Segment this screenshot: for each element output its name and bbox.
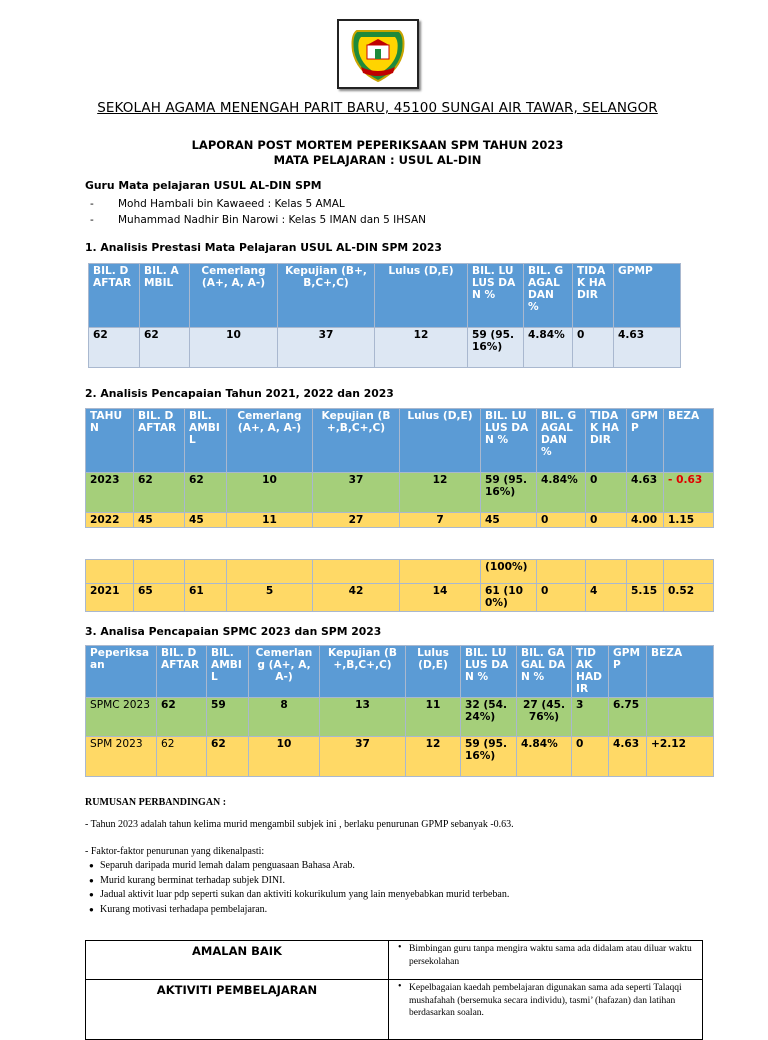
table-header-row (86, 646, 714, 698)
table-row (86, 473, 714, 513)
table-cell: 6.75 (609, 698, 647, 737)
amalan-table (85, 940, 703, 1040)
table-row (86, 513, 714, 528)
list-item: ● Kurang motivasi terhadapa pembelajaran. (87, 903, 687, 918)
factors-heading: - Faktor-faktor penurunan yang dikenalpasti: (85, 846, 265, 857)
table-cell: 32 (54.24%) (461, 698, 517, 737)
amalan-label: AMALAN BAIK (86, 941, 389, 980)
table-cell: 0 (537, 513, 586, 528)
header-cell: BIL. GAGAL DAN % (524, 264, 573, 328)
header-cell: BEZA (647, 646, 714, 698)
table-cell: 42 (313, 584, 400, 612)
table-cell: 2021 (86, 584, 134, 612)
header-cell: BIL. LULUS DAN % (481, 409, 537, 473)
table-cell: 11 (227, 513, 313, 528)
table-cell: 62 (185, 473, 227, 513)
rumusan-heading: RUMUSAN PERBANDINGAN : (85, 797, 227, 808)
table-cell: 45 (481, 513, 537, 528)
table-cell: 62 (157, 698, 207, 737)
table-cell: 10 (190, 328, 278, 368)
header-cell: BIL. LULUS DAN % (468, 264, 524, 328)
table-cell: 37 (313, 473, 400, 513)
table-cell: 61 (185, 584, 227, 612)
section3-title: 3. Analisa Pencapaian SPMC 2023 dan SPM 2023 (85, 625, 382, 638)
list-item: ● Jadual aktivit luar pdp seperti sukan dan aktiviti kokurikulum yang lain menyebabkan murid terbeban. (87, 888, 687, 903)
table-cell: 37 (320, 737, 406, 777)
table-cell: 65 (134, 584, 185, 612)
header-cell: TIDAK HADIR (572, 646, 609, 698)
header-cell: Lulus (D,E) (400, 409, 481, 473)
table-header-row (86, 409, 714, 473)
factors-list (87, 859, 687, 917)
table-cell: 62 (134, 473, 185, 513)
table-cell: 5 (227, 584, 313, 612)
header-cell: BIL. AMBIL (207, 646, 249, 698)
table-cell: 4.84% (537, 473, 586, 513)
amalan-text: • Kepelbagaian kaedah pembelajaran digunakan sama ada seperti Talaqqi mushafahah (bersemuka secara individu), tasmi’ (hafazan) dan latihan berdasarkan soalan. (389, 980, 703, 1040)
table-cell: 62 (140, 328, 190, 368)
header-cell: TIDAK HADIR (586, 409, 627, 473)
table-row (89, 328, 681, 368)
header-cell: BIL. GAGAL DAN % (537, 409, 586, 473)
table-cell: 7 (400, 513, 481, 528)
table-cell: 4.63 (609, 737, 647, 777)
header-cell: BIL. DAFTAR (134, 409, 185, 473)
table-cell: 8 (249, 698, 320, 737)
header-cell: Cemerlang (A+, A, A-) (249, 646, 320, 698)
table-cell: 62 (89, 328, 140, 368)
table-cell: 10 (249, 737, 320, 777)
teacher-name: Mohd Hambali bin Kawaeed : Kelas 5 AMAL (118, 198, 345, 210)
header-cell: Kepujian (B+,B,C+,C) (320, 646, 406, 698)
crest-icon (339, 21, 417, 87)
header-cell: Cemerlang (A+, A, A-) (227, 409, 313, 473)
header-cell: GPMP (614, 264, 681, 328)
section1-title: 1. Analisis Prestasi Mata Pelajaran USUL AL-DIN SPM 2023 (85, 241, 442, 254)
header-cell: BIL. AMBIL (140, 264, 190, 328)
table-cell: 37 (278, 328, 375, 368)
table-cell: 45 (185, 513, 227, 528)
school-logo (337, 19, 419, 89)
header-cell: BIL. DAFTAR (157, 646, 207, 698)
header-cell: Lulus (D,E) (375, 264, 468, 328)
table-cell: 12 (406, 737, 461, 777)
table-header-row (89, 264, 681, 328)
header-cell: TAHUN (86, 409, 134, 473)
table-cell: 2022 (86, 513, 134, 528)
table-cell: 1.15 (664, 513, 714, 528)
teachers-heading: Guru Mata pelajaran USUL AL-DIN SPM (85, 179, 322, 192)
table-cell: 4.00 (627, 513, 664, 528)
teacher-item: - Mohd Hambali bin Kawaeed : Kelas 5 AMAL (90, 198, 345, 210)
table-cell: 12 (375, 328, 468, 368)
table-cell: 0 (537, 584, 586, 612)
table-cell: 5.15 (627, 584, 664, 612)
table-cell: 4.63 (614, 328, 681, 368)
table-cell: 11 (406, 698, 461, 737)
table-cell: 0 (573, 328, 614, 368)
header-cell: BIL. LULUS DAN % (461, 646, 517, 698)
header-cell: BIL. GAGAL DAN % (517, 646, 572, 698)
table-cell: 0 (572, 737, 609, 777)
section3-table (85, 645, 714, 777)
report-title: LAPORAN POST MORTEM PEPERIKSAAN SPM TAHUN 2023 (191, 138, 564, 152)
header-cell: Peperiksaan (86, 646, 157, 698)
table-cell: (100%) (481, 560, 537, 584)
table-cell: SPMC 2023 (86, 698, 157, 737)
table-cell: 13 (320, 698, 406, 737)
table-cell: 0 (586, 473, 627, 513)
table-row (86, 698, 714, 737)
table-cell: 27 (313, 513, 400, 528)
list-item: ● Separuh daripada murid lemah dalam penguasaan Bahasa Arab. (87, 859, 687, 874)
table-cell: 12 (400, 473, 481, 513)
table-cell: 62 (157, 737, 207, 777)
header-cell: Kepujian (B+,B,C+,C) (278, 264, 375, 328)
section2-table-continued (85, 559, 714, 612)
table-cell (647, 698, 714, 737)
amalan-label: AKTIVITI PEMBELAJARAN (86, 980, 389, 1040)
table-cell: 4 (586, 584, 627, 612)
section2-title: 2. Analisis Pencapaian Tahun 2021, 2022 dan 2023 (85, 387, 394, 400)
table-cell: 45 (134, 513, 185, 528)
table-cell: 0.52 (664, 584, 714, 612)
header-cell: Lulus (D,E) (406, 646, 461, 698)
table-cell: 10 (227, 473, 313, 513)
table-cell: 59 (207, 698, 249, 737)
list-item: ● Murid kurang berminat terhadap subjek DINI. (87, 874, 687, 889)
subject-title: MATA PELAJARAN : USUL AL-DIN (273, 153, 482, 167)
header-cell: Kepujian (B+,B,C+,C) (313, 409, 400, 473)
table-cell: 62 (207, 737, 249, 777)
table-cell: 14 (400, 584, 481, 612)
table-cell: 4.63 (627, 473, 664, 513)
table-row (86, 560, 714, 584)
table-cell: - 0.63 (664, 473, 714, 513)
header-cell: BIL. AMBIL (185, 409, 227, 473)
header-cell: BIL. DAFTAR (89, 264, 140, 328)
table-cell: 2023 (86, 473, 134, 513)
table-cell: 4.84% (517, 737, 572, 777)
header-cell: TIDAK HADIR (573, 264, 614, 328)
table-row (86, 584, 714, 612)
table-row (86, 941, 703, 980)
section2-table (85, 408, 714, 528)
table-cell: +2.12 (647, 737, 714, 777)
rumusan-line: - Tahun 2023 adalah tahun kelima murid mengambil subjek ini , berlaku penurunan GPMP sebanyak -0.63. (85, 819, 514, 830)
table-cell: 27 (45.76%) (517, 698, 572, 737)
table-cell: 4.84% (524, 328, 573, 368)
amalan-text: • Bimbingan guru tanpa mengira waktu sama ada didalam atau diluar waktu persekolahan (389, 941, 703, 980)
table-row (86, 737, 714, 777)
table-cell: 59 (95.16%) (461, 737, 517, 777)
school-name: SEKOLAH AGAMA MENENGAH PARIT BARU, 45100 SUNGAI AIR TAWAR, SELANGOR (97, 100, 658, 116)
header-cell: GPMP (609, 646, 647, 698)
table-cell: 59 (95.16%) (468, 328, 524, 368)
table-row (86, 980, 703, 1040)
header-cell: BEZA (664, 409, 714, 473)
table-cell: SPM 2023 (86, 737, 157, 777)
table-cell: 3 (572, 698, 609, 737)
teacher-item: - Muhammad Nadhir Bin Narowi : Kelas 5 IMAN dan 5 IHSAN (90, 214, 427, 226)
header-cell: GPMP (627, 409, 664, 473)
table-cell: 59 (95.16%) (481, 473, 537, 513)
header-cell: Cemerlang (A+, A, A-) (190, 264, 278, 328)
teacher-name: Muhammad Nadhir Bin Narowi : Kelas 5 IMAN dan 5 IHSAN (118, 214, 427, 226)
table-cell: 61 (100%) (481, 584, 537, 612)
table-cell: 0 (586, 513, 627, 528)
section1-table (88, 263, 681, 368)
